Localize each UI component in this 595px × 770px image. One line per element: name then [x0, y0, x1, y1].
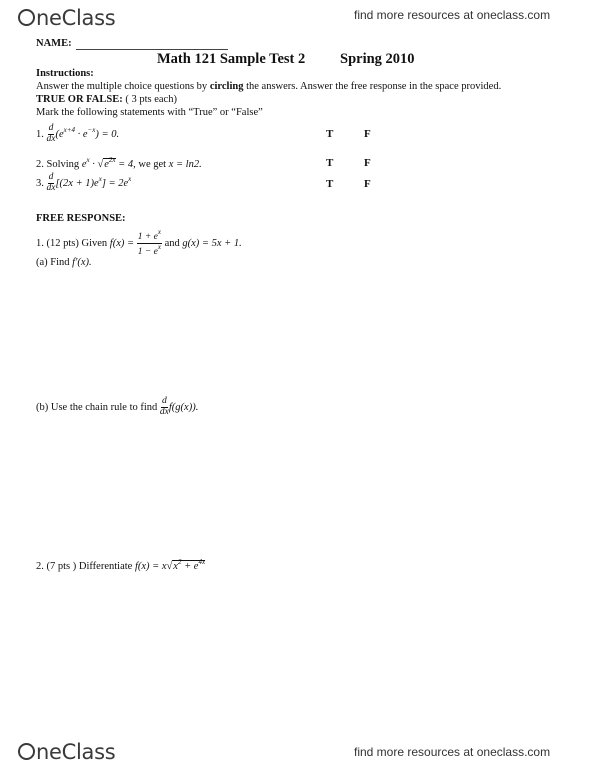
- oneclass-footer-logo: [18, 740, 115, 764]
- oneclass-o-icon: [18, 9, 35, 26]
- tf-points: ( 3 pts each): [125, 94, 177, 105]
- q2-expr: f(x) = x: [134, 561, 167, 572]
- tf-item-3-false[interactable]: F: [364, 178, 371, 190]
- oneclass-o-icon: [18, 743, 35, 760]
- q1-fraction: $\frac{1 + e^x}{1 - e^x}$: [137, 228, 161, 257]
- header-promo-link[interactable]: find more resources at oneclass.com: [354, 8, 551, 22]
- q1a-label: (a) Find: [36, 257, 70, 268]
- q1-g: g(x) = 5x + 1.: [182, 237, 242, 249]
- tf-instructions: Mark the following statements with “True” or “False”: [36, 107, 263, 118]
- tf-heading-line: [36, 94, 177, 105]
- name-label: NAME:: [36, 38, 72, 49]
- tf-item-3: 3. $\frac{d}{dx}$ $[(2x + 1)e^x] = 2e^x$: [36, 172, 132, 193]
- instructions-bold: circling: [209, 81, 244, 92]
- tf-item-2-number: 2. Solving: [36, 159, 80, 170]
- question-1: 1. (12 pts) Given f(x) = $\frac{1 + e^x}{1 - e^x}$ and g(x) = 5x + 1.: [36, 228, 242, 257]
- instructions-pre: Answer the multiple choice questions by: [36, 81, 208, 92]
- tf-item-3-true[interactable]: T: [326, 178, 334, 190]
- tf-item-1-true[interactable]: T: [326, 128, 334, 140]
- tf-item-2-mid: , we get: [133, 159, 167, 170]
- tf-item-1-false[interactable]: F: [364, 128, 371, 140]
- q1-and: and: [164, 237, 180, 249]
- oneclass-logo: [18, 6, 115, 30]
- logo-text: neClass: [36, 6, 116, 30]
- tf-item-1-number: 1.: [36, 128, 44, 140]
- tf-item-2: 2. Solving $e^x \cdot √e^{2x} = 4$, we get x = ln2.: [36, 156, 202, 170]
- derivative-operator: $\frac{d}{dx}$: [46, 172, 56, 193]
- instructions-text: [36, 81, 501, 92]
- question-1a: [36, 257, 92, 268]
- free-response-heading: FREE RESPONSE:: [36, 213, 126, 224]
- q1b-expr: f(g(x)).: [168, 401, 199, 413]
- question-1b: [36, 397, 198, 418]
- q1b-label: (b) Use the chain rule to find: [36, 401, 158, 413]
- instructions-post: the answers. Answer the free response in the space provided.: [246, 81, 502, 92]
- tf-heading: TRUE OR FALSE:: [36, 94, 123, 105]
- question-2: 2. (7 pts ) Differentiate $f(x) = x√x^2 + e^{4x}$: [36, 558, 206, 572]
- q1-intro: 1. (12 pts) Given: [36, 237, 108, 249]
- derivative-operator: $\frac{d}{dx}$: [46, 123, 56, 144]
- q2-label: 2. (7 pts ) Differentiate: [36, 561, 133, 572]
- footer-logo-text: neClass: [36, 740, 116, 764]
- test-term: Spring 2010: [340, 51, 415, 67]
- tf-item-2-true[interactable]: T: [326, 157, 334, 169]
- test-title: Math 121 Sample Test 2: [157, 51, 306, 67]
- tf-item-2-false[interactable]: F: [364, 157, 371, 169]
- instructions-heading: Instructions:: [36, 68, 94, 79]
- tf-item-1: 1. $\frac{d}{dx}$ $(e^{x+4} \cdot e^{-x}) = 0$.: [36, 123, 120, 144]
- footer-promo-link[interactable]: find more resources at oneclass.com: [354, 745, 551, 759]
- tf-item-3-number: 3.: [36, 177, 44, 189]
- name-field-line: [76, 48, 228, 50]
- tf-item-2-tail: x = ln2.: [168, 159, 202, 170]
- q1a-expr: f′(x).: [72, 257, 92, 268]
- derivative-operator: $\frac{d}{dx}$: [159, 396, 169, 417]
